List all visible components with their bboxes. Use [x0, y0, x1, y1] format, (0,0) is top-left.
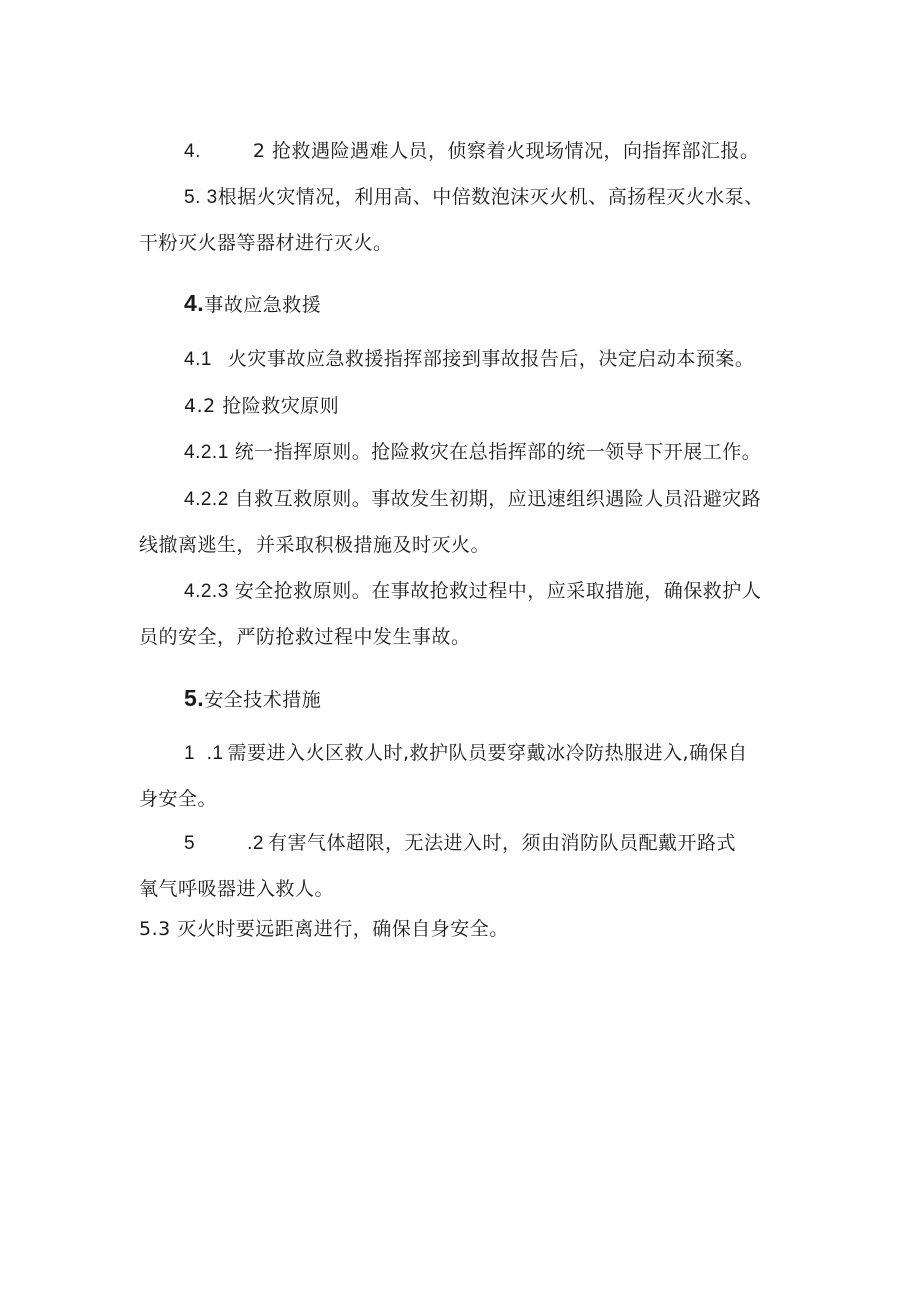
- heading-text: 安全技术措施: [204, 689, 322, 711]
- paragraph-4-2: [184, 393, 339, 419]
- paragraph-5-3: [139, 916, 509, 942]
- paragraph-3-3: [184, 184, 764, 211]
- paragraph-4-2-3: [184, 578, 761, 605]
- paragraph-3-3-continued: [139, 230, 393, 256]
- paragraph-text: 线撤离逃生，并采取积极措施及时灭火。: [139, 534, 491, 556]
- paragraph-3-2: [184, 138, 760, 165]
- paragraph-5-2: [184, 830, 736, 857]
- paragraph-4-2-1: [184, 439, 761, 466]
- paragraph-number: 5: [184, 833, 196, 854]
- paragraph-4-2-2: [184, 486, 761, 513]
- paragraph-text: 5.3 灭火时要远距离进行，确保自身安全。: [139, 918, 509, 940]
- paragraph-5-2-continued: [139, 876, 334, 902]
- paragraph-text: 员的安全，严防抢救过程中发生事故。: [139, 626, 471, 648]
- paragraph-number: 4.2.1: [184, 442, 229, 463]
- section-4-heading: [184, 290, 321, 318]
- section-5-heading: [184, 685, 321, 713]
- paragraph-number: 4.: [184, 141, 201, 162]
- paragraph-number: 4.1: [184, 349, 212, 370]
- paragraph-text: 安全抢救原则。在事故抢救过程中，应采取措施，确保救护人: [234, 580, 762, 602]
- paragraph-number: 4.2.2: [184, 489, 229, 510]
- paragraph-text: 身安全。: [139, 788, 218, 810]
- paragraph-text: 4.2 抢险救灾原则: [184, 395, 340, 417]
- heading-number: 4.: [184, 290, 205, 316]
- paragraph-text: 2 抢救遇险遇难人员，侦察着火现场情况，向指挥部汇报。: [252, 140, 760, 162]
- paragraph-text: 干粉灭火器等器材进行灭火。: [139, 232, 393, 254]
- paragraph-number: 4.2.3: [184, 581, 229, 602]
- paragraph-text: 自救互救原则。事故发生初期，应迅速组织遇险人员沿避灾路: [234, 488, 762, 510]
- heading-text: 事故应急救援: [204, 294, 322, 316]
- paragraph-5-1-continued: [139, 786, 217, 812]
- paragraph-4-2-2-continued: [139, 532, 490, 558]
- paragraph-text: 火灾事故应急救援指挥部接到事故报告后，决定启动本预案。: [227, 348, 755, 370]
- paragraph-4-1: [184, 346, 754, 373]
- paragraph-5-1: [184, 740, 748, 767]
- paragraph-4-2-3-continued: [139, 624, 471, 650]
- paragraph-number: 1 .1: [184, 743, 224, 764]
- heading-number: 5.: [184, 685, 205, 711]
- paragraph-text: 统一指挥原则。抢险救灾在总指挥部的统一领导下开展工作。: [234, 441, 762, 463]
- paragraph-text: 有害气体超限，无法进入时，须由消防队员配戴开路式: [267, 832, 736, 854]
- paragraph-text: 需要进入火区救人时,救护队员要穿戴冰冷防热服进入,确保自: [227, 742, 748, 764]
- paragraph-text: 氧气呼吸器进入救人。: [139, 878, 335, 900]
- paragraph-number-suffix: .2: [247, 833, 264, 854]
- paragraph-number: 5. 3: [184, 187, 218, 208]
- paragraph-text: 根据火灾情况，利用高、中倍数泡沫灭火机、高扬程灭火水泵、: [217, 186, 764, 208]
